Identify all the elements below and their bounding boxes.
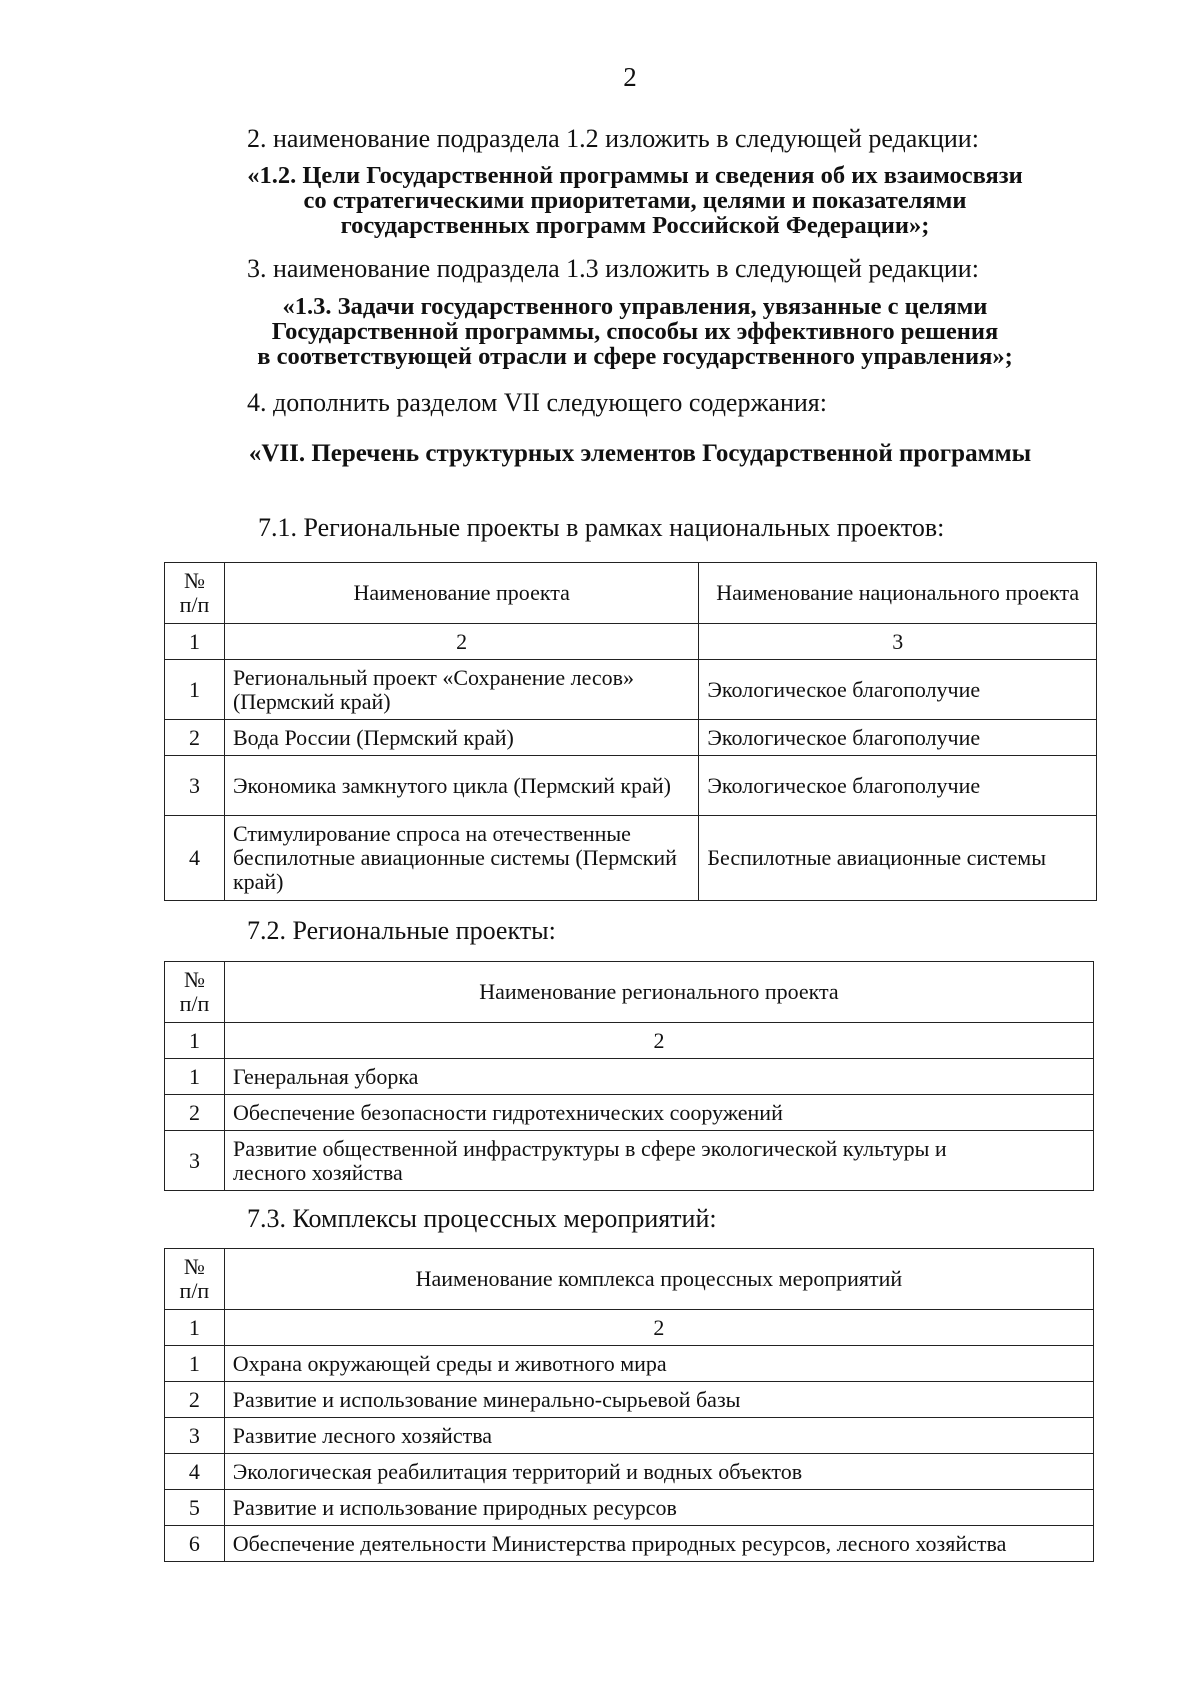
title-line: в соответствующей отрасли и сфере государственного управления»;: [257, 343, 1013, 370]
subsection-7-1-heading: 7.1. Региональные проекты в рамках национальных проектов:: [258, 513, 945, 542]
table-row: [165, 660, 1097, 720]
project-name: Стимулирование спроса на отечественные беспилотные авиационные системы (Пермский край): [224, 816, 698, 901]
national-projects-table: [164, 562, 1097, 901]
table-row: [165, 1418, 1094, 1454]
row-number: 1: [165, 1346, 225, 1382]
project-name: Обеспечение безопасности гидротехнических сооружений: [224, 1095, 1093, 1131]
row-number: 2: [165, 1382, 225, 1418]
column-number-row: [165, 1310, 1094, 1346]
table-row: [165, 1490, 1094, 1526]
item-4-text: 4. дополнить разделом VII следующего содержания:: [247, 388, 827, 417]
column-number: 1: [165, 1023, 225, 1059]
row-number: 1: [165, 660, 225, 720]
column-header: № п/п: [165, 962, 225, 1023]
row-number: 2: [165, 720, 225, 756]
column-number: 3: [699, 624, 1097, 660]
column-header: № п/п: [165, 1249, 225, 1310]
national-project-name: Экологическое благополучие: [699, 720, 1097, 756]
column-header: Наименование комплекса процессных мероприятий: [224, 1249, 1093, 1310]
row-number: 5: [165, 1490, 225, 1526]
project-name: Экономика замкнутого цикла (Пермский край): [224, 756, 698, 816]
column-number: 2: [224, 624, 698, 660]
row-number: 3: [165, 756, 225, 816]
regional-projects-table: [164, 961, 1094, 1191]
national-project-name: Экологическое благополучие: [699, 660, 1097, 720]
table-header-row: [165, 563, 1097, 624]
table-row: [165, 1454, 1094, 1490]
table-header-row: [165, 1249, 1094, 1310]
subsection-1-2-title: [170, 163, 1100, 238]
column-header: Наименование проекта: [224, 563, 698, 624]
title-line: государственных программ Российской Федерации»;: [340, 212, 930, 239]
title-line: «1.3. Задачи государственного управления, увязанные с целями: [282, 293, 988, 320]
table-row: [165, 1382, 1094, 1418]
row-number: 4: [165, 1454, 225, 1490]
column-number: 1: [165, 1310, 225, 1346]
project-name: Региональный проект «Сохранение лесов» (Пермский край): [224, 660, 698, 720]
row-number: 3: [165, 1131, 225, 1191]
subsection-7-3-heading: 7.3. Комплексы процессных мероприятий:: [247, 1204, 717, 1233]
column-number: 2: [224, 1023, 1093, 1059]
item-2-text: 2. наименование подраздела 1.2 изложить в следующей редакции:: [247, 124, 979, 153]
subsection-1-3-title: [170, 294, 1100, 369]
column-number-row: [165, 1023, 1094, 1059]
national-project-name: Беспилотные авиационные системы: [699, 816, 1097, 901]
project-name: Вода России (Пермский край): [224, 720, 698, 756]
process-complex-name: Развитие и использование природных ресурсов: [224, 1490, 1093, 1526]
process-complex-name: Охрана окружающей среды и животного мира: [224, 1346, 1093, 1382]
project-name: Генеральная уборка: [224, 1059, 1093, 1095]
row-number: 4: [165, 816, 225, 901]
table-row: [165, 1526, 1094, 1562]
title-line: со стратегическими приоритетами, целями и показателями: [303, 187, 967, 214]
project-name: Развитие общественной инфраструктуры в сфере экологической культуры и лесного хозяйства: [224, 1131, 1093, 1191]
column-number: 2: [224, 1310, 1093, 1346]
table-row: [165, 720, 1097, 756]
row-number: 2: [165, 1095, 225, 1131]
column-header: № п/п: [165, 563, 225, 624]
item-3-text: 3. наименование подраздела 1.3 изложить в следующей редакции:: [247, 254, 979, 283]
row-number: 1: [165, 1059, 225, 1095]
table-header-row: [165, 962, 1094, 1023]
subsection-7-2-heading: 7.2. Региональные проекты:: [247, 916, 556, 945]
title-line: «1.2. Цели Государственной программы и сведения об их взаимосвязи: [247, 162, 1023, 189]
process-complex-name: Экологическая реабилитация территорий и водных объектов: [224, 1454, 1093, 1490]
column-header: Наименование регионального проекта: [224, 962, 1093, 1023]
table-row: [165, 816, 1097, 901]
column-header: Наименование национального проекта: [699, 563, 1097, 624]
section-7-title: «VII. Перечень структурных элементов Государственной программы: [248, 440, 1032, 467]
table-row: [165, 756, 1097, 816]
process-complex-name: Развитие лесного хозяйства: [224, 1418, 1093, 1454]
title-line: Государственной программы, способы их эффективного решения: [271, 318, 999, 345]
page-number: 2: [623, 62, 637, 92]
national-project-name: Экологическое благополучие: [699, 756, 1097, 816]
table-row: [165, 1059, 1094, 1095]
process-complex-name: Развитие и использование минерально-сырьевой базы: [224, 1382, 1093, 1418]
column-number: 1: [165, 624, 225, 660]
table-row: [165, 1131, 1094, 1191]
table-row: [165, 1095, 1094, 1131]
table-row: [165, 1346, 1094, 1382]
row-number: 3: [165, 1418, 225, 1454]
column-number-row: [165, 624, 1097, 660]
process-complexes-table: [164, 1248, 1094, 1562]
process-complex-name: Обеспечение деятельности Министерства природных ресурсов, лесного хозяйства: [224, 1526, 1093, 1562]
row-number: 6: [165, 1526, 225, 1562]
